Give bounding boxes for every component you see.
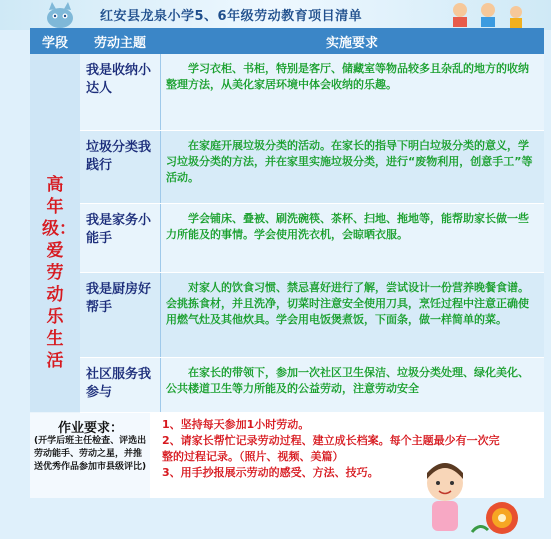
requirement-text: 学会铺床、叠被、刷洗碗筷、茶杯、扫地、拖地等，能帮助家长做一些力所能及的事情。学会使用洗衣机，会晾晒衣服。 [166,212,529,241]
table-row [80,204,544,273]
homework-item: 3、用手抄报展示劳动的感受、方法、技巧。 [162,466,379,479]
theme-cell [80,131,161,203]
theme-label: 垃圾分类我践行 [86,140,152,173]
theme-label: 我是厨房好帮手 [86,282,152,315]
table-row [80,358,544,413]
homework-note: (开学后班主任检查、评选出劳动能手、劳动之星，并推送优秀作品参加市县级评比) [34,436,147,472]
theme-label: 我是收纳小达人 [86,63,152,96]
theme-cell [80,358,161,412]
theme-cell [80,273,161,357]
page-title: 红安县龙泉小学5、6年级劳动教育项目清单 [100,9,363,24]
homework-item: 2、请家长帮忙记录劳动过程、建立成长档案。每个主题最少有一次完整的过程记录。（照片、视频、美篇） [162,434,500,463]
table-row [80,131,544,204]
requirement-text: 在家长的带领下，参加一次社区卫生保洁、垃圾分类处理、绿化美化、公共楼道卫生等力所能及的公益劳动，注意劳动安全 [166,366,529,395]
flower-decoration-icon [470,492,530,538]
stage-cell [30,54,81,412]
requirement-text: 对家人的饮食习惯、禁忌喜好进行了解，尝试设计一份营养晚餐食谱。会挑拣食材，并且洗净，切菜时注意安全使用刀具，烹饪过程中注意正确使用燃气灶及其他炊具。学会用电饭煲煮饭，下面条，做一样简单的菜。 [166,281,529,326]
table-row [80,54,544,131]
requirement-text: 在家庭开展垃圾分类的活动。在家长的指导下明白垃圾分类的意义，学习垃圾分类的方法，并在家里实施垃圾分类，进行“废物利用，创意手工”等活动。 [166,139,533,184]
cartoon-children-icon [440,0,530,28]
stage-label: 高年级：爱劳动 乐生活 [42,175,76,371]
theme-label: 我是家务小能手 [86,213,152,246]
theme-label: 社区服务我参与 [86,367,152,400]
top-banner [0,0,551,30]
requirement-text: 学习衣柜、书柜，特别是客厅、储藏室等物品较多且杂乱的地方的收纳整理方法，从美化家居环境中体会收纳的乐趣。 [166,62,529,91]
homework-label-cell [30,413,150,498]
theme-cell [80,54,161,130]
cartoon-cat-icon [38,0,82,28]
header-theme: 劳动主题 [80,28,161,54]
homework-title: 作业要求： [58,421,124,436]
homework-item: 1、坚持每天参加1小时劳动。 [162,418,310,431]
header-stage: 学段 [30,28,81,54]
theme-cell [80,204,161,272]
header-requirement: 实施要求 [160,28,544,54]
table-row [80,273,544,358]
